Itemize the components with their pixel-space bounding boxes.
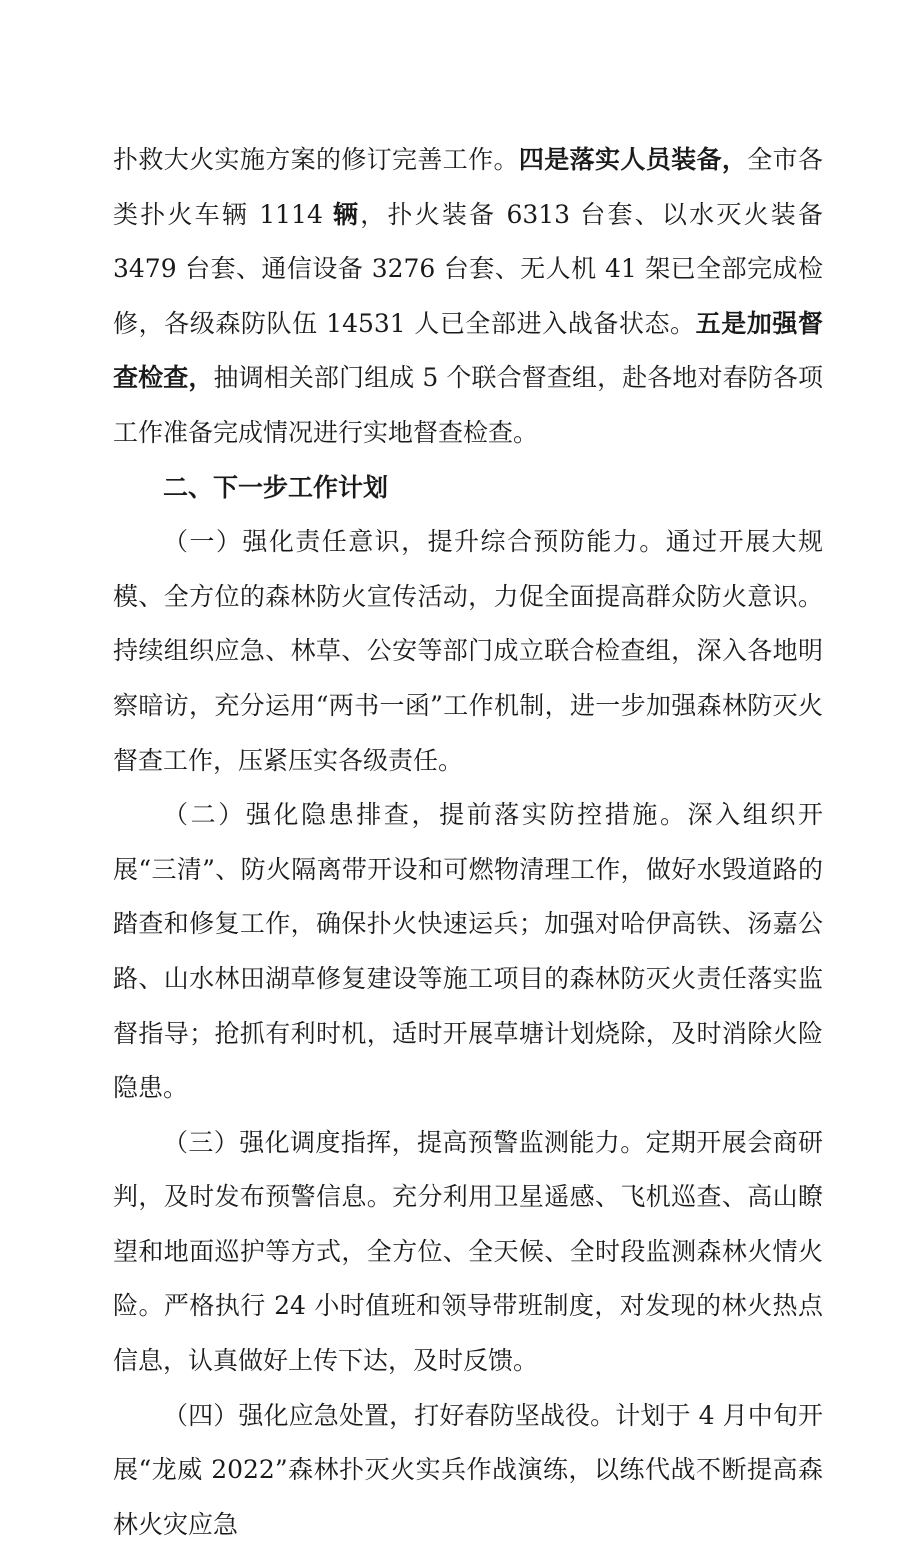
bold-point-four: 四是落实人员装备， — [518, 145, 748, 174]
paragraph-text: 全市各类扑火车辆 1114 — [113, 145, 823, 229]
paragraph-item-three: （三）强化调度指挥，提高预警监测能力。定期开展会商研判，及时发布预警信息。充分利用卫星遥感、飞机巡查、高山瞭望和地面巡护等方式，全方位、全天候、全时段监测森林火情火险。严格执行 24 小时值班和领导带班制度，对发现的林火热点信息，认真做好上传下达，及时反馈。 — [113, 1127, 823, 1376]
paragraph-text: ，扑火装备 6313 台套、以水灭火装备 3479 台套、通信设备 3276 台套、无人机 41 架已全部完成检修，各级森防队伍 14531 人已全部进入战备状态。 — [113, 199, 823, 338]
paragraph-equipment — [113, 133, 823, 461]
paragraph-item-one: （一）强化责任意识，提升综合预防能力。通过开展大规模、全方位的森林防火宣传活动，力促全面提高群众防火意识。持续组织应急、林草、公安等部门成立联合检查组，深入各地明察暗访，充分运用“两书一函”工作机制，进一步加强森林防灭火督查工作，压紧压实各级责任。 — [113, 527, 823, 775]
paragraph-item-two: （二）强化隐患排查，提前落实防控措施。深入组织开展“三清”、防火隔离带开设和可燃物清理工作，做好水毁道路的踏查和修复工作，确保扑火快速运兵；加强对哈伊高铁、汤嘉公路、山水林田湖草修复建设等施工项目的森林防灭火责任落实监督指导；抢抓有利时机，适时开展草塘计划烧除，及时消除火险隐患。 — [113, 800, 823, 1103]
bold-unit: 辆 — [333, 199, 361, 229]
paragraph-item-four: （四）强化应急处置，打好春防坚战役。计划于 4 月中旬开展“龙威 2022”森林扑灭火实兵作战演练，以练代战不断提高森林火灾应急 — [113, 1400, 823, 1539]
paragraph-text: 扑救大火实施方案的修订完善工作。 — [113, 145, 519, 174]
bold-point-five: 五是加强督查检查， — [113, 308, 823, 393]
section-heading-next-plan: 二、下一步工作计划 — [163, 472, 389, 502]
paragraph-text: 抽调相关部门组成 5 个联合督查组，赴各地对春防各项工作准备完成情况进行实地督查检查。 — [113, 363, 823, 447]
document-body — [113, 133, 823, 1552]
